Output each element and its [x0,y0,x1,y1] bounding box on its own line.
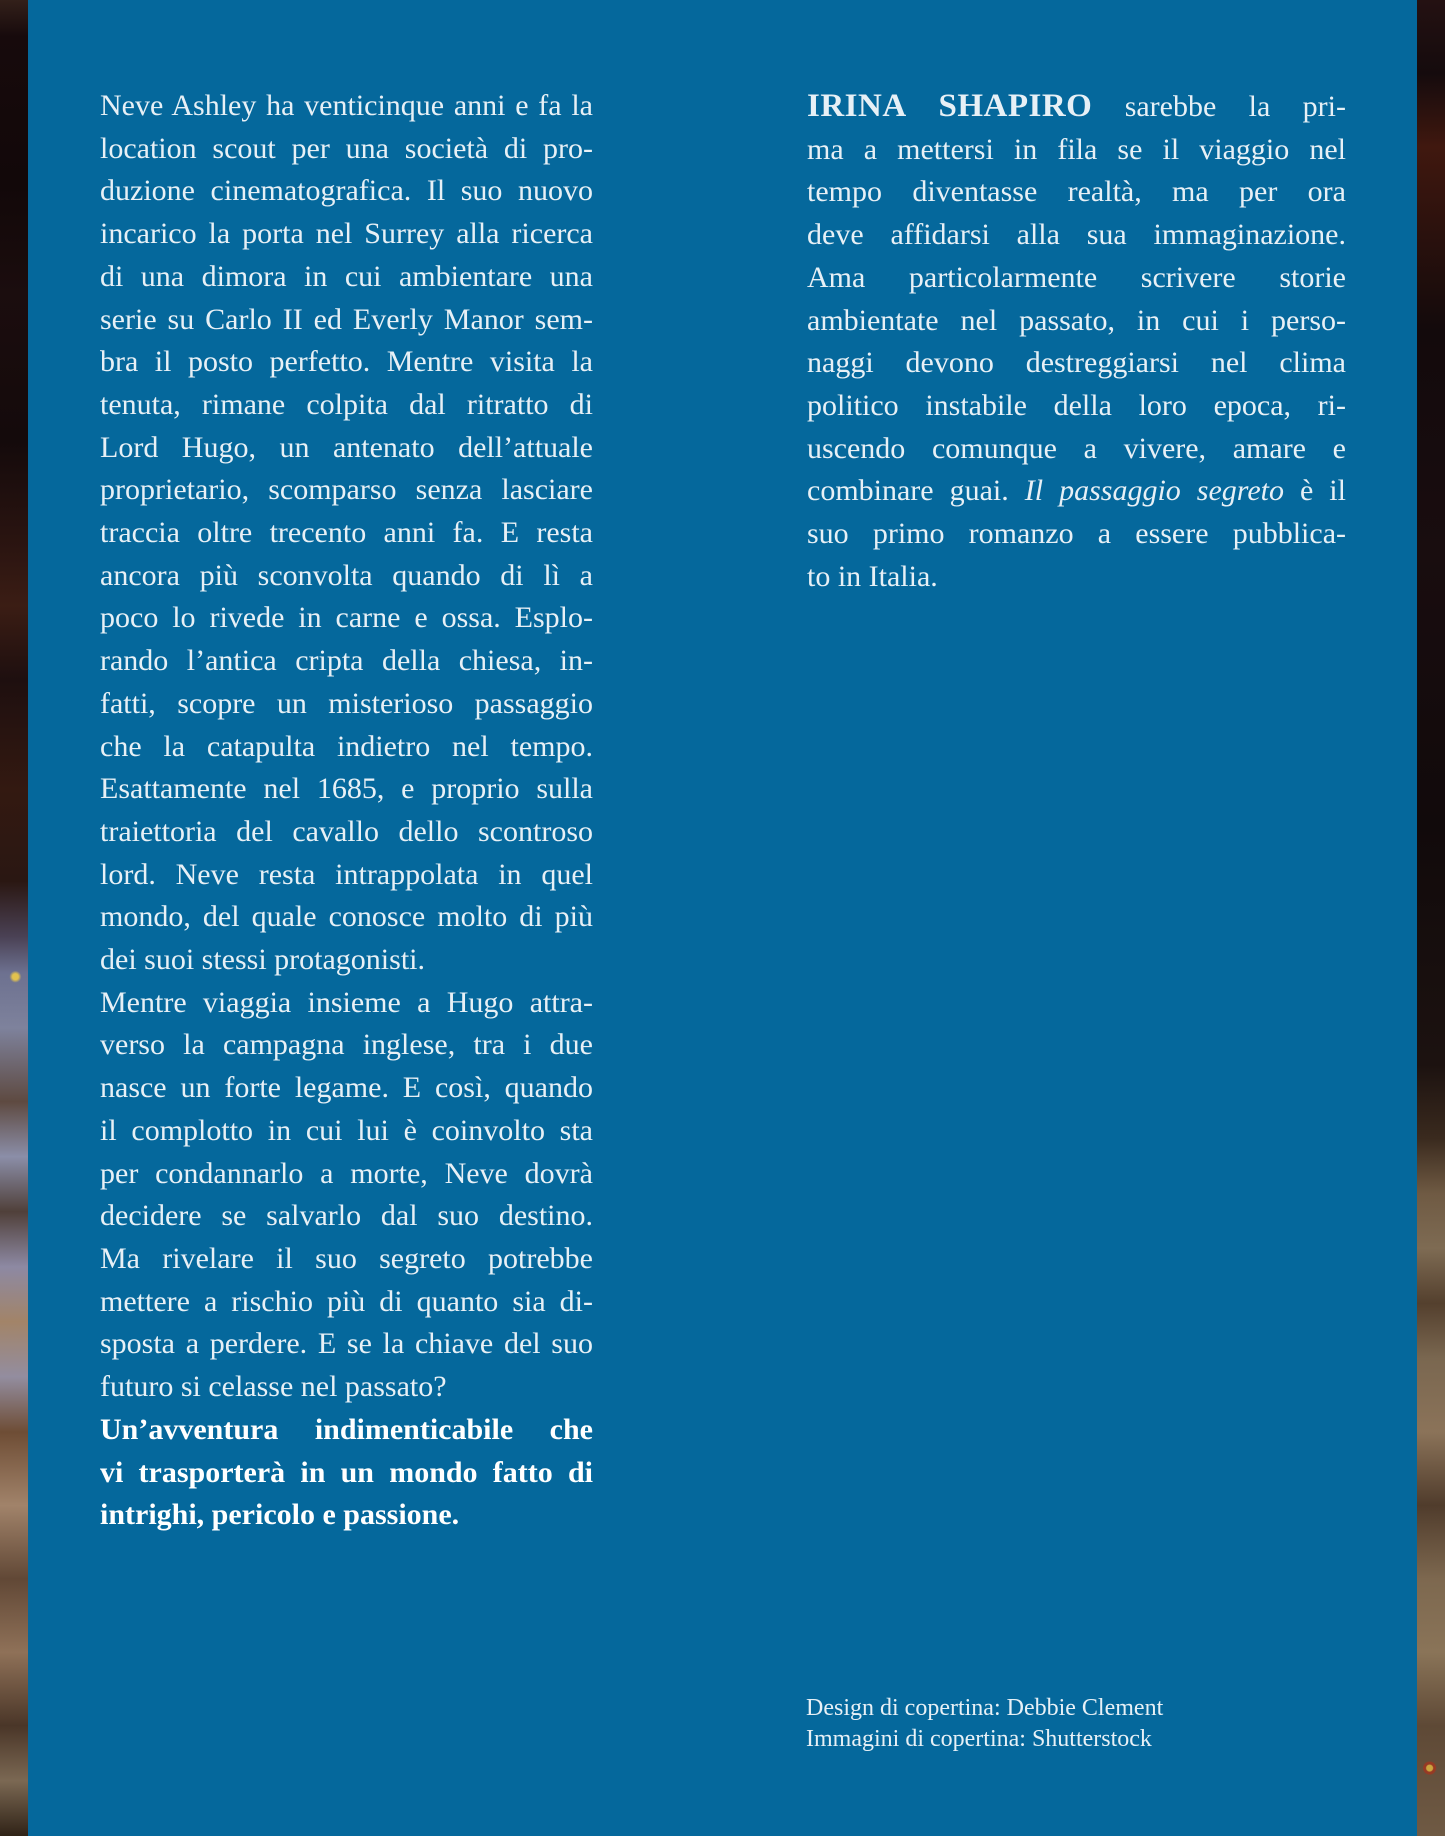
text-line: location scout per una società di pro- [100,131,593,165]
synopsis-paragraph-2 [100,982,593,1409]
credits [806,1693,1163,1755]
text-line: intrighi, pericolo e passione. [100,1498,460,1532]
author-bio-text [807,85,1346,598]
text-line: Lord Hugo, un antenato dell’attuale [100,430,593,464]
text-line: vi trasporterà in un mondo fatto di [100,1455,593,1489]
text-line: che la catapulta indietro nel tempo. [100,729,593,763]
text-line: to in Italia. [807,559,938,593]
text-line: mondo, del quale conosce molto di più [100,900,593,934]
cover-photo-left-edge [0,0,28,1836]
text-line: ma a mettersi in fila se il viaggio nel [807,132,1346,166]
text-line: tenuta, rimane colpita dal ritratto di [100,387,593,421]
text-line: Neve Ashley ha venticinque anni e fa la [100,89,593,122]
credit-design: Design di copertina: Debbie Clement [806,1695,1164,1721]
text-line: sposta a perdere. E se la chiave del suo [100,1327,593,1361]
text-line: ambientate nel passato, in cui i perso- [807,303,1346,337]
text-segment: sarebbe la pri- [1092,90,1346,123]
text-line: politico instabile della loro epoca, ri- [807,388,1346,422]
text-line: fatti, scopre un misterioso passaggio [100,686,593,720]
text-line: Mentre viaggia insieme a Hugo attra- [100,985,593,1019]
text-line: bra il posto perfetto. Mentre visita la [100,345,593,379]
text-line: verso la campagna inglese, tra i due [100,1028,593,1062]
text-line: uscendo comunque a vivere, amare e [807,431,1346,465]
synopsis-tagline [100,1409,593,1537]
text-line: traiettoria del cavallo dello scontroso [100,814,593,848]
text-line: Esattamente nel 1685, e proprio sulla [100,772,593,806]
text-line: Un’avventura indimenticabile che [100,1412,593,1446]
text-line: poco lo rivede in carne e ossa. Esplo- [100,601,593,635]
synopsis-paragraph-1 [100,85,593,982]
text-line: suo primo romanzo a essere pubblica- [807,517,1346,551]
text-line: futuro si celasse nel passato? [100,1370,447,1404]
text-line: lord. Neve resta intrappolata in quel [100,857,593,891]
text-line: Ma rivelare il suo segreto potrebbe [100,1241,593,1275]
text-line: duzione cinematografica. Il suo nuovo [100,174,593,208]
credit-images: Immagini di copertina: Shutterstock [806,1726,1152,1752]
text-line: incarico la porta nel Surrey alla ricerca [100,217,593,251]
text-line: rando l’antica cripta della chiesa, in- [100,644,593,678]
text-line: Ama particolarmente scrivere storie [807,260,1346,294]
text-line: per condannarlo a morte, Neve dovrà [100,1156,593,1190]
text-line: traccia oltre trecento anni fa. E resta [100,516,593,550]
text-line: dei suoi stessi protagonisti. [100,943,425,977]
text-line: naggi devono destreggiarsi nel clima [807,346,1346,380]
text-line: decidere se salvarlo dal suo destino. [100,1199,593,1233]
text-segment: combinare guai. [807,474,1025,508]
text-line: deve affidarsi alla sua immaginazione. [807,218,1346,252]
text-line: di una dimora in cui ambientare una [100,259,593,293]
text-segment: è il [1283,474,1346,508]
text-line: proprietario, scomparso senza lasciare [100,473,593,507]
text-line: ancora più sconvolta quando di lì a [100,558,593,592]
text-line: mettere a rischio più di quanto sia di- [100,1284,593,1318]
author-bio [807,85,1346,598]
text-line [807,85,1346,129]
text-line: tempo diventasse realtà, ma per ora [807,175,1346,209]
text-segment-italic: Il passaggio segreto [1024,474,1284,508]
text-line: il complotto in cui lui è coinvolto sta [100,1113,593,1147]
text-line: nasce un forte legame. E così, quando [100,1071,593,1105]
text-line [807,470,1346,513]
text-line: serie su Carlo II ed Everly Manor sem- [100,302,593,336]
synopsis [100,85,593,1537]
text-segment-name: IRINA SHAPIRO [807,88,1093,124]
cover-photo-right-edge [1417,0,1445,1836]
